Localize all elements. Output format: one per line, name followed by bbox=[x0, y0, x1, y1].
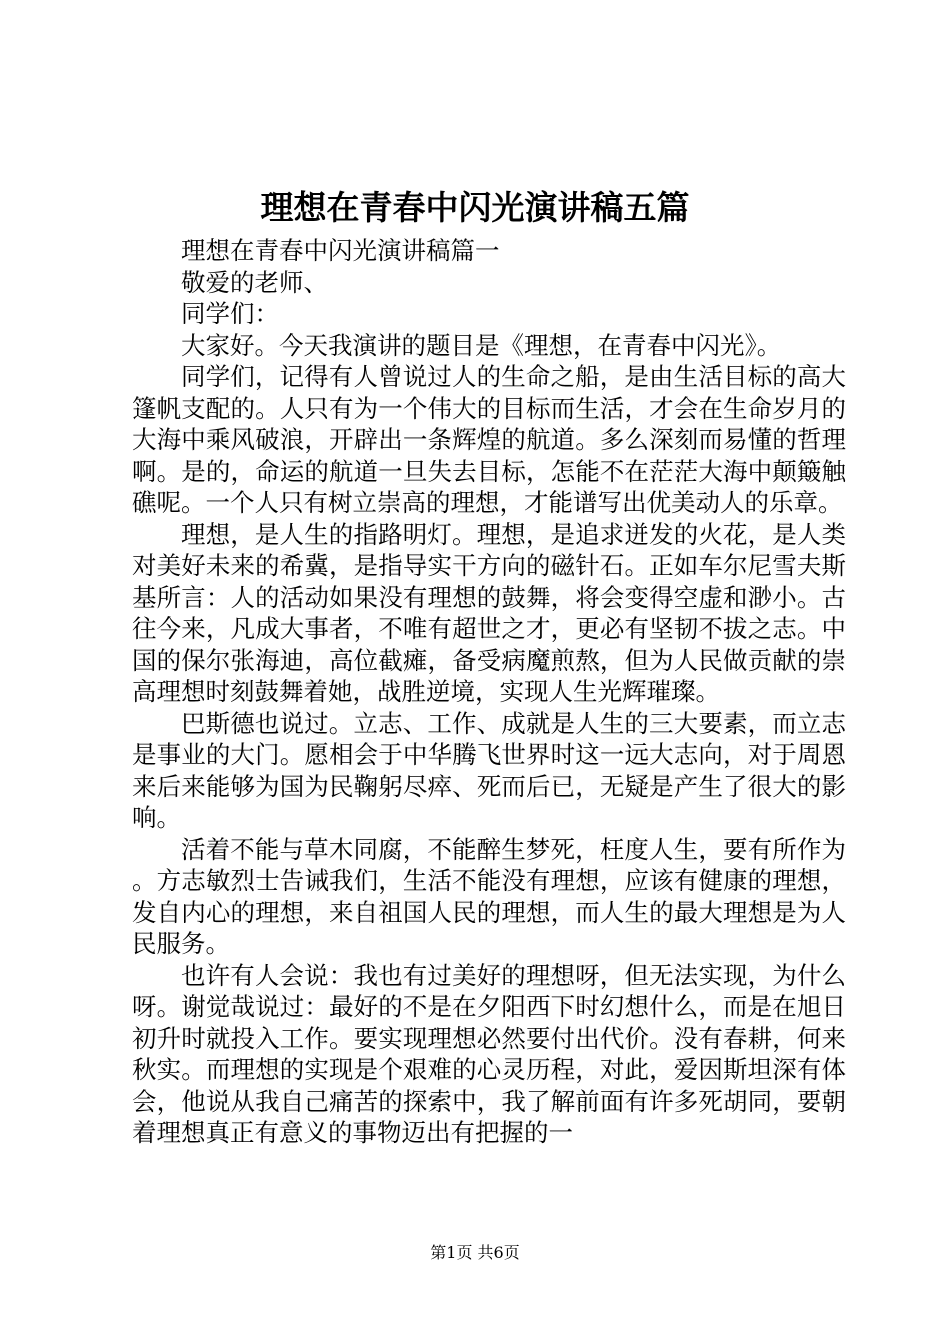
paragraph-greeting: 大家好。今天我演讲的题目是《理想，在青春中闪光》。 bbox=[181, 330, 782, 360]
paragraph-body: 活着不能与草木同腐，不能醉生梦死，枉度人生，要有所作为。方志敏烈士告诫我们，生活不能没有理想，应该有健康的理想，发自内心的理想，来自祖国人民的理想，而人生的最大理想是为人民服务。 bbox=[132, 834, 846, 958]
document-body bbox=[132, 235, 846, 1149]
page-number-footer: 第1页 共6页 bbox=[430, 1243, 520, 1262]
paragraph-body: 也许有人会说：我也有过美好的理想呀，但无法实现，为什么呀。谢觉哉说过：最好的不是在夕阳西下时幻想什么，而是在旭日初升时就投入工作。要实现理想必然要付出代价。没有春耕，何来秋实。而理想的实现是个艰难的心灵历程，对此，爱因斯坦深有体会，他说从我自己痛苦的探索中，我了解前面有许多死胡同，要朝着理想真正有意义的事物迈出有把握的一 bbox=[132, 960, 846, 1147]
paragraph-body: 巴斯德也说过。立志、工作、成就是人生的三大要素，而立志是事业的大门。愿相会于中华腾飞世界时这一远大志向，对于周恩来后来能够为国为民鞠躬尽瘁、死而后已，无疑是产生了很大的影响。 bbox=[132, 708, 846, 832]
paragraph-body: 理想，是人生的指路明灯。理想，是追求迸发的火花，是人类对美好未来的希冀，是指导实干方向的磁针石。正如车尔尼雪夫斯基所言：人的活动如果没有理想的鼓舞，将会变得空虚和渺小。古往今来，凡成大事者，不唯有超世之才，更必有坚韧不拔之志。中国的保尔张海迪，高位截瘫，备受病魔煎熬，但为人民做贡献的崇高理想时刻鼓舞着她，战胜逆境，实现人生光辉璀璨。 bbox=[132, 519, 846, 706]
paragraph-body: 同学们，记得有人曾说过人的生命之船，是由生活目标的高大篷帆支配的。人只有为一个伟大的目标而生活，才会在生命岁月的大海中乘风破浪，开辟出一条辉煌的航道。多么深刻而易懂的哲理啊。是的，命运的航道一旦失去目标，怎能不在茫茫大海中颠簸触礁呢。一个人只有树立崇高的理想，才能谱写出优美动人的乐章。 bbox=[132, 362, 846, 517]
document-title: 理想在青春中闪光演讲稿五篇 bbox=[260, 188, 690, 227]
paragraph-subtitle: 理想在青春中闪光演讲稿篇一 bbox=[181, 236, 500, 265]
paragraph-salutation-students: 同学们： bbox=[181, 299, 279, 328]
paragraph-salutation-teachers: 敬爱的老师、 bbox=[181, 267, 328, 297]
